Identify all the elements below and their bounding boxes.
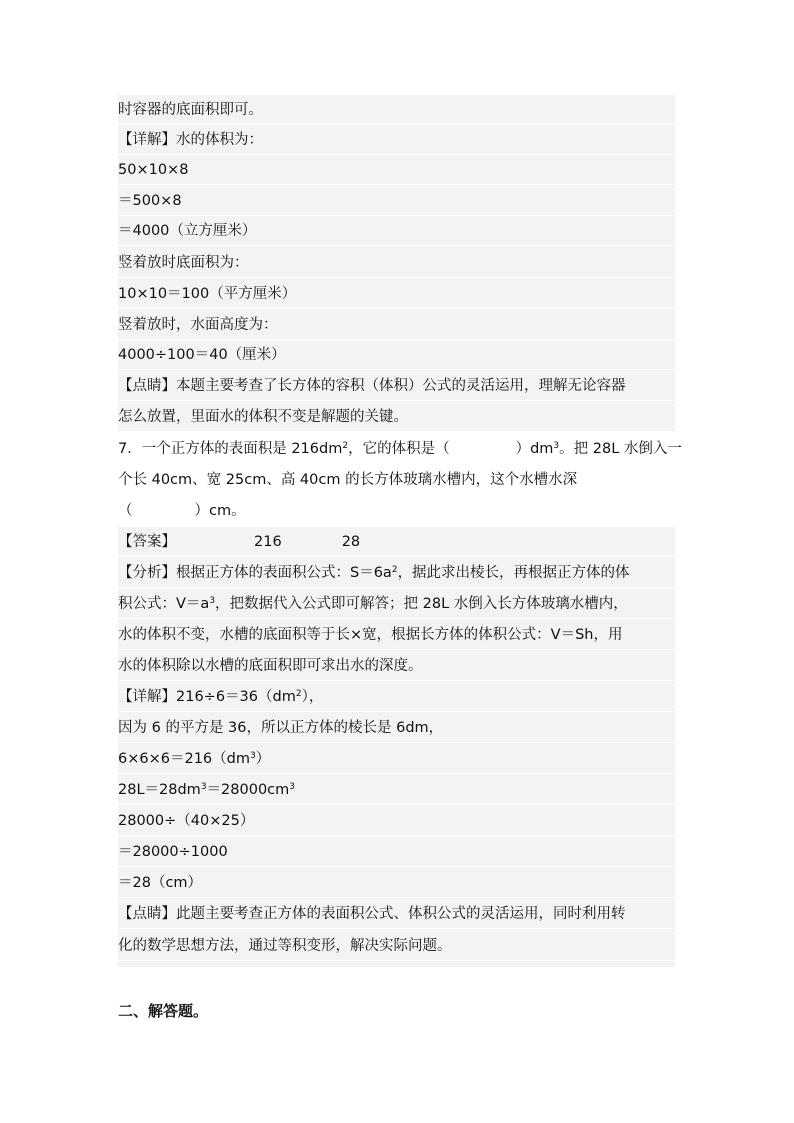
text-line: 【详解】水的体积为： [118, 125, 675, 155]
detail-line: 【详解】$216\div 6=36(dm^2)$， [118, 682, 675, 712]
detail-line: $6\times 6\times 6=216(dm^3)$ [118, 744, 675, 774]
text-line: 50×10×8 [118, 155, 675, 185]
text-line: 时容器的底面积即可。 [118, 95, 675, 125]
question-7-line-1: 7．一个正方体的表面积是 $216dm^2$，它的体积是（ ）$dm^3$。把 28L 水倒入一 [118, 441, 682, 457]
answer-label: 【答案】 [118, 534, 176, 550]
analysis-line: 积公式：$V=a^3$，把数据代入公式即可解答；把 28L 水倒入长方体玻璃水槽内， [118, 589, 675, 619]
detail-line: ＝28000÷1000 [118, 837, 675, 867]
text-line: 4000÷100＝40（厘米） [118, 340, 675, 370]
text-line: 竖着放时，水面高度为： [118, 310, 675, 340]
answer-blank-2: 28 [341, 534, 361, 550]
question-7-line-3: （ ）cm。 [118, 503, 246, 519]
section-heading: 二、解答题。 [118, 1002, 209, 1020]
text-line: ＝500×8 [118, 186, 675, 216]
text-line: ＝4000（立方厘米） [118, 216, 675, 246]
analysis-line: 水的体积不变，水槽的底面积等于长×宽，根据长方体的体积公式：V＝Sh，用 [118, 620, 675, 650]
text-line: 【点睛】本题主要考查了长方体的容积（体积）公式的灵活运用，理解无论容器 [118, 371, 675, 401]
text-line: 竖着放时底面积为： [118, 248, 675, 278]
detail-line: ＝28（cm） [118, 868, 675, 898]
text-line: 怎么放置，里面水的体积不变是解题的关键。 [118, 402, 675, 432]
question-7-line-2: 个长 40cm、宽 25cm、高 40cm 的长方体玻璃水槽内，这个水槽水深 [118, 472, 578, 488]
detail-line: $28L=28dm^3=28000cm^3$ [118, 775, 675, 805]
text-line: 10×10＝100（平方厘米） [118, 279, 675, 309]
summary-line: 【点睛】此题主要考查正方体的表面积公式、体积公式的灵活运用，同时利用转 [118, 899, 675, 929]
answer-line [118, 527, 675, 557]
analysis-line: 水的体积除以水槽的底面积即可求出水的深度。 [118, 651, 675, 681]
summary-line: 化的数学思想方法，通过等积变形，解决实际问题。 [118, 931, 675, 961]
detail-line: 28000÷（40×25） [118, 806, 675, 836]
analysis-line: 【分析】根据正方体的表面积公式：$S=6a^2$，据此求出棱长，再根据正方体的体 [118, 558, 675, 588]
detail-line: 因为 6 的平方是 36，所以正方体的棱长是 6dm， [118, 713, 675, 743]
answer-blank-1: 216 [254, 534, 282, 550]
